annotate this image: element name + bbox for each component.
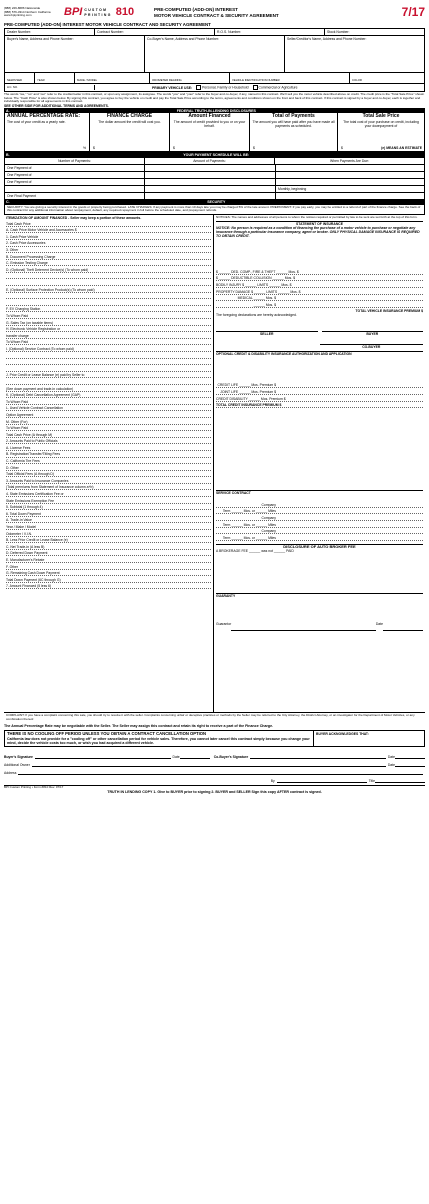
itemization-label: D. Deferred Down Payment: [6, 551, 48, 556]
itemization-label: To Whom Paid: [6, 314, 29, 319]
estimate-note: (e) MEANS AN ESTIMATE: [381, 146, 422, 151]
itemization-line[interactable]: [6, 352, 211, 359]
insurance-line-text: BODILY INJURY $ ______ LIMITS ______ Mos. $: [216, 282, 292, 287]
cobuyer-sig-label-bottom: Co-Buyer's Signature: [213, 755, 249, 760]
itemization-line[interactable]: [6, 490, 211, 497]
service-line-text: Term ______ Mos. or ______ Miles: [222, 509, 276, 514]
insurance-line-text: $ ______ DEDUCTIBLE COLLISION ______ Mos. $: [216, 276, 295, 281]
credit-line[interactable]: [216, 402, 423, 409]
itemization-line[interactable]: [6, 570, 211, 577]
af-label: Amount Financed: [188, 113, 231, 120]
form-number: 810: [115, 6, 135, 19]
security-text: SECURITY: You are giving a security interest in the goods or property being purchased. LATE CHARGES: If any payment is more than 10 days late you may be charged 5% of the late amount. PREPAYMENT: If you pay early, you may be entitled to a refund of part of the finance charge. See the back of this contract for any additional information about nonpayment, default, any required repayment in full before the scheduled date, and prepayment refunds.: [4, 205, 425, 215]
phone-norcal: (888) 576-3314 Northern California: [4, 9, 51, 14]
itemization-label: Odometer / V.I.N.: [6, 531, 33, 536]
itemization-label: To Whom Paid: [6, 340, 29, 345]
itemization-label: Total Official Fees (A through D): [6, 472, 54, 477]
complaint-text: COMPLAINT: If you have a complaint concerning this sale, you should try to resolve it with the seller. Complaints concerning unfair or deceptive practices or methods by the Seller may be referred to the City Attorney, the District Attorney, or an investigator for the Department of Motor Vehicles, or any combination thereof.: [4, 712, 425, 722]
phone-nationwide: (888) 229-8686 Nationwide: [4, 6, 41, 11]
itemization-label: F. EV Charging Station: [6, 307, 41, 312]
by-signature-field[interactable]: [277, 774, 367, 783]
itemization-line[interactable]: [6, 299, 211, 306]
itemization-label: M. Other (For): [6, 419, 28, 424]
itemization-label: I. (Optional) Service Contract (To whom paid): [6, 346, 74, 351]
cobuyer-sig-label: CO-BUYER: [362, 344, 381, 349]
itemization-label: 3. Amounts Paid to Insurance Companies: [6, 478, 69, 483]
af-dollar: $: [173, 146, 175, 151]
itemization-line[interactable]: [6, 279, 211, 286]
itemization-label: F. Other: [6, 564, 19, 569]
insurance-line[interactable]: [216, 281, 423, 288]
total-premium[interactable]: TOTAL VEHICLE INSURANCE PREMIUM $: [355, 308, 423, 313]
title-field[interactable]: [375, 774, 425, 783]
itemization-line[interactable]: [6, 425, 211, 432]
seller-signature-line[interactable]: [216, 323, 318, 332]
guarantor-date-field[interactable]: [383, 622, 423, 631]
itemization-label: L. Used Vehicle Contract Cancellation: [6, 406, 63, 411]
footer-tagline: TRUTH IN LENDING COPY 1. Give to BUYER prior to signing 2. BUYER and SELLER Sign this copy AFTER contract is signed.: [107, 789, 322, 794]
form-title: [154, 7, 391, 18]
itemization-line[interactable]: [6, 504, 211, 511]
monthly-beginning[interactable]: Monthly, beginning: [278, 186, 307, 191]
insurance-line[interactable]: [216, 288, 423, 295]
intro-text: The words "we," "us" and "our" refer to the creditor/seller in this contract, or upon any assignment, its assignee. The words "you" and "your" refer to the buyer and co-buyer, if any, named in this contract. We'll sell you the motor vehicle described above on credit. The credit price is the "Total Sale Price" shown below. The "Cash Price" is also shown below. By signing this contract, you agree to buy the vehicle on credit and pay the Total Sale Price according to the terms, agreements and conditions shown on the front and back of this contract. If this contract is signed by a buyer and co-buyer, each is together and individually responsible for all agreements in this contract.: [4, 92, 425, 104]
fc-desc: The dollar amount the credit will cost you.: [98, 120, 161, 125]
contract-number-field[interactable]: Contract Number:: [95, 29, 215, 35]
cobuyer-signature-line[interactable]: [320, 336, 424, 345]
itemization-line[interactable]: [6, 365, 211, 372]
itemization-line[interactable]: [6, 583, 211, 590]
apr-negotiable-text: The Annual Percentage Rate may be negotiable with the Seller. The Seller may assign this contract and retain its right to receive a part of the Finance Charge.: [4, 724, 274, 729]
itemization-label: 2. Cash Price Accessories: [6, 241, 46, 246]
address-label: Address: [4, 771, 17, 776]
itemization-label: G. Remaining Cash Down Payment: [6, 571, 60, 576]
itemization-line[interactable]: [6, 378, 211, 385]
itemization-label: J. Prior Credit or Lease Balance (e) paid by Seller to: [6, 373, 85, 378]
itemization-line[interactable]: [6, 497, 211, 504]
itemization-line[interactable]: [6, 266, 211, 273]
tp-label: Total of Payments: [272, 113, 315, 120]
seller-field[interactable]: Seller/Creditor's Name, Address and Phone Number:: [287, 37, 367, 42]
apr-box: [5, 113, 90, 151]
itemization-line[interactable]: [6, 332, 211, 339]
itemization-line[interactable]: [6, 220, 211, 227]
tp-dollar: $: [253, 146, 255, 151]
use-personal-option[interactable]: [194, 84, 250, 91]
credit-line[interactable]: [216, 382, 423, 389]
service-line-text: Company: [261, 529, 276, 534]
itemization-line[interactable]: [6, 293, 211, 300]
insurance-ack: The foregoing declarations are hereby acknowledged.: [216, 312, 297, 317]
itemization-line[interactable]: [6, 240, 211, 247]
itemization-line[interactable]: [6, 451, 211, 458]
itemization-line[interactable]: [6, 477, 211, 484]
service-line-text: Company: [261, 502, 276, 507]
guarantor-signature-line[interactable]: [231, 622, 376, 631]
itemization-line[interactable]: [6, 537, 211, 544]
af-desc: The amount of credit provided to you or on your behalf.: [173, 120, 246, 129]
itemization-line[interactable]: [6, 405, 211, 412]
apr-desc: The cost of your credit as a yearly rate.: [7, 120, 66, 125]
credit-line-text: CREDIT LIFE ______ Mos. Premium $: [217, 383, 276, 388]
schedule-row[interactable]: [5, 186, 145, 192]
service-line-text: Term ______ Mos. or ______ Miles: [222, 522, 276, 527]
amount-financed-box: [170, 113, 250, 151]
schedule-col-amount: Amount of Payments:: [145, 158, 275, 164]
seller-sig-label: SELLER: [260, 331, 274, 336]
itemization-label: D. Other: [6, 465, 19, 470]
itemization-line[interactable]: [6, 543, 211, 550]
itemization-label: B. Less Prior Credit or Lease Balance (e): [6, 538, 68, 543]
insurance-line-text: $ ______ DED. COMP., FIRE & THEFT ______ Mos. $: [216, 269, 299, 274]
use-commercial-option[interactable]: [251, 84, 300, 91]
section-c-letter: C.: [6, 200, 10, 205]
schedule-row[interactable]: One Payment of: [5, 179, 145, 185]
itemization-line[interactable]: [6, 418, 211, 425]
use-personal-label: Personal, Family or Household: [202, 85, 249, 90]
itemization-line[interactable]: [6, 458, 211, 465]
dealer-number-field[interactable]: Dealer Number:: [5, 29, 95, 35]
itemization-line[interactable]: [6, 438, 211, 445]
itemization-line[interactable]: [6, 523, 211, 530]
itemization-line[interactable]: [6, 392, 211, 399]
credit-line[interactable]: [216, 395, 423, 402]
itemization-line[interactable]: [6, 372, 211, 379]
main-title: PRE-COMPUTED (ADD-ON) INTEREST MOTOR VEHICLE CONTRACT AND SECURITY AGREEMENT: [4, 22, 211, 27]
use-row: [4, 84, 425, 92]
tsp-label: Total Sale Price: [362, 113, 400, 120]
itemization-label: 7. Amount Financed (5 less 6): [6, 584, 52, 589]
number-row: [4, 28, 425, 36]
itemization-label: B. Registration/Transfer/Titling Fees: [6, 452, 61, 457]
itemization-label: E. (Optional) Surface Protection Product(s) (To whom paid): [6, 287, 95, 292]
itemization-label: To Whom Paid: [6, 426, 29, 431]
right-column: [214, 215, 425, 712]
cooling-off-heading: THERE IS NO COOLING OFF PERIOD UNLESS YOU OBTAIN A CONTRACT CANCELLATION OPTION: [7, 730, 207, 736]
schedule-row[interactable]: One Payment of: [5, 172, 145, 178]
odometer-field[interactable]: ODOMETER READING: [150, 73, 230, 83]
itemization-label: State Emissions Exemption Fee: [6, 498, 55, 503]
license-field[interactable]: LIC. NO.: [5, 85, 95, 90]
service-line-text: Company: [261, 515, 276, 520]
itemization-line[interactable]: [6, 326, 211, 333]
itemization-label: Total Cash Price (A through M): [6, 432, 53, 437]
section-a-letter: A.: [6, 108, 10, 113]
service-line[interactable]: [216, 501, 423, 508]
primary-use-label: PRIMARY VEHICLE USE:: [152, 85, 193, 90]
itemization-line[interactable]: [6, 253, 211, 260]
schedule-heading: YOUR PAYMENT SCHEDULE WILL BE:: [183, 152, 250, 157]
additional-owner-date-label: Date: [387, 763, 395, 768]
buyer-sig-label-bottom: Buyer's Signature: [4, 755, 33, 760]
itemization-label: K. (Optional) Debt Cancellation Agreement (GAP): [6, 393, 81, 398]
itemization-line[interactable]: [6, 227, 211, 234]
buyer-signature-line[interactable]: [322, 323, 424, 332]
itemization-line[interactable]: [6, 247, 211, 254]
cooling-off-box: [4, 730, 425, 747]
service-line[interactable]: [216, 534, 423, 541]
itemization-label: C. Emission Testing Charge: [6, 261, 48, 266]
itemization-label: 1. Cash Price Vehicle: [6, 234, 39, 239]
credit-line-text: TOTAL CREDIT INSURANCE PREMIUM $: [216, 403, 282, 408]
itemization-line[interactable]: [6, 471, 211, 478]
itemization-label: 4. State Emissions Certification Fee or: [6, 492, 64, 497]
header: [4, 4, 425, 21]
footer-line: BPI Custom Printing • Form #810 Rev. 07/17: [4, 785, 425, 790]
see-other-side: SEE OTHER SIDE FOR ADDITIONAL TERMS AND AGREEMENTS.: [4, 104, 109, 109]
itemization-line[interactable]: [6, 556, 211, 563]
tila-boxes: [4, 113, 425, 152]
itemization-line[interactable]: [6, 411, 211, 418]
buyer-ack-heading: BUYER ACKNOWLEDGES THAT:: [316, 731, 369, 736]
itemization-label: A. Cash Price Motor Vehicle and Accessories $: [6, 228, 77, 233]
cobuyer-date-label: Date: [387, 755, 396, 760]
checkbox-personal[interactable]: [196, 85, 201, 90]
party-row: [4, 36, 425, 73]
insurance-line-text: PROPERTY DAMAGE $ ______ LIMITS ______ Mos. $: [216, 289, 301, 294]
itemization-heading: ITEMIZATION OF AMOUNT FINANCED - Seller may keep a portion of these amounts.: [6, 216, 142, 221]
tila-heading: FEDERAL TRUTH-IN-LENDING DISCLOSURES: [176, 108, 256, 113]
itemization-line[interactable]: [6, 286, 211, 293]
schedule-row[interactable]: One Final Payment: [5, 193, 145, 199]
tsp-desc: The total cost of your purchase on credit, including your downpayment of: [343, 120, 419, 129]
by-label: By: [270, 779, 275, 784]
insurance-line[interactable]: [216, 268, 423, 275]
use-commercial-label: Commercial or Agriculture: [258, 85, 298, 90]
itemization-line[interactable]: [6, 576, 211, 583]
itemization-label: A. License Fees: [6, 445, 31, 450]
itemization-label: C. Net Trade-in (A less B): [6, 544, 45, 549]
cobuyer-field[interactable]: Co-Buyer's Name, Address and Phone Number:: [145, 36, 285, 72]
phone-lines: [4, 7, 64, 18]
buyer-sig-label: BUYER: [366, 331, 379, 336]
tp-desc: The amount you will have paid after you have made all payments as scheduled.: [252, 120, 335, 129]
security-heading: SECURITY: [207, 200, 226, 205]
itemization-label: 6. Total Down Payment: [6, 511, 41, 516]
service-line[interactable]: [216, 521, 423, 528]
itemization-line[interactable]: [6, 319, 211, 326]
itemization-label: To Whom Paid: [6, 399, 29, 404]
schedule-table: [4, 158, 425, 200]
schedule-col-due: When Payments Are Due:: [329, 158, 369, 163]
notices-text: NOTICES: The names and addresses of all persons to whom the notices required or permitted by law to be sent are set forth at the top of this form.: [216, 215, 418, 220]
finance-charge-box: [90, 113, 170, 151]
insurance-heading: STATEMENT OF INSURANCE: [216, 221, 423, 226]
section-b-letter: B.: [6, 152, 10, 157]
ros-number-field[interactable]: R.O.S. Number:: [215, 29, 325, 35]
year-field[interactable]: YEAR: [35, 73, 75, 83]
itemization-label: (Total premiums from Statement of Insurance column a+b): [6, 485, 94, 490]
credit-insurance-heading: OPTIONAL CREDIT & DISABILITY INSURANCE AUTHORIZATION AND APPLICATION: [216, 351, 423, 356]
contract-page: [4, 4, 425, 1196]
itemization-label: Total Cash Price: [6, 221, 31, 226]
itemization-line[interactable]: [6, 530, 211, 537]
itemization-label: transfer charge: [6, 333, 29, 338]
itemization-label: 3. Other: [6, 248, 19, 253]
itemization-line[interactable]: [6, 484, 211, 491]
itemization-label: 2. Amounts Paid to Public Officials: [6, 439, 58, 444]
new-used-field[interactable]: NEW/USED: [5, 73, 35, 83]
itemization-list: [6, 220, 211, 589]
guarantor-date-label: Date: [375, 622, 383, 627]
insurance-line[interactable]: [216, 301, 423, 308]
itemization-label: D. (Optional) Theft Deterrent Device(s) (To whom paid): [6, 267, 89, 272]
itemization-line[interactable]: [6, 510, 211, 517]
guarantor-label: Guarantor: [216, 622, 232, 627]
bpi-logo: [64, 6, 154, 19]
buyer-date-label: Date: [172, 755, 180, 760]
apr-pct: %: [82, 146, 86, 151]
guaranty-heading: GUARANTY: [216, 593, 423, 598]
itemization-label: Total Down Payment (6C through G): [6, 577, 61, 582]
itemization-label: B. Document Processing Charge: [6, 254, 56, 259]
form-title-line2: MOTOR VEHICLE CONTRACT & SECURITY AGREEMENT: [154, 12, 279, 18]
insurance-line[interactable]: [216, 295, 423, 302]
main-columns: [4, 215, 425, 712]
seller-by-row: [4, 775, 425, 783]
itemization-label: G. Sales Tax (on taxable items): [6, 320, 54, 325]
itemization-line[interactable]: [6, 233, 211, 240]
itemization-line[interactable]: [6, 359, 211, 366]
service-contract-heading: SERVICE CONTRACT: [216, 490, 423, 495]
form-title-line1: PRE-COMPUTED (ADD-ON) INTEREST: [154, 7, 238, 13]
revision: 7/17: [401, 5, 425, 20]
itemization-label: E. Manufacturer's Rebate: [6, 557, 45, 562]
itemization-line[interactable]: [6, 273, 211, 280]
insurance-line[interactable]: [216, 275, 423, 282]
credit-line-text: JOINT LIFE ______ Mos. Premium $: [220, 389, 276, 394]
tsp-dollar: $: [341, 146, 343, 151]
itemization-line[interactable]: [6, 312, 211, 319]
apr-label: ANNUAL PERCENTAGE RATE:: [7, 113, 81, 120]
insurance-line-text: ______ Mos. $: [253, 302, 276, 307]
logo-custom: CUSTOM: [84, 8, 108, 13]
itemization-label: A. Trade-in Value: [6, 518, 32, 523]
itemization-label: Year / Make / Model: [6, 525, 37, 530]
fc-label: FINANCE CHARGE: [106, 113, 153, 120]
service-line[interactable]: [216, 528, 423, 535]
itemization-line[interactable]: [6, 306, 211, 313]
vehicle-row: [4, 73, 425, 84]
credit-line[interactable]: [216, 388, 423, 395]
broker-line[interactable]: A BROKERAGE FEE ______ was not ______ PAID: [216, 549, 294, 554]
service-line[interactable]: [216, 514, 423, 521]
itemization-line[interactable]: [6, 517, 211, 524]
itemization-line[interactable]: [6, 398, 211, 405]
title-label: Title: [368, 779, 375, 784]
insurance-notice: NOTICE: No person is required as a condition of financing the purchase of a motor vehicle to purchase or negotiate any insurance through a particular insurance company, agent or broker. ONLY PHYSICAL DAMAGE INSURANCE IS REQUIRED TO OBTAIN CREDIT.: [216, 225, 420, 239]
itemization-label: Option Agreement: [6, 412, 34, 417]
itemization-label: H. Electronic Vehicle Registration or: [6, 327, 61, 332]
buyer-field[interactable]: Buyer's Name, Address and Phone Number:: [5, 36, 145, 72]
itemization-line[interactable]: [6, 339, 211, 346]
checkbox-commercial[interactable]: [253, 85, 258, 90]
itemization-label: (See down payment and trade-in calculation): [6, 386, 74, 391]
make-model-field[interactable]: MAKE / MODEL: [75, 73, 150, 83]
itemization-line[interactable]: [6, 563, 211, 570]
itemization-column: [4, 215, 214, 712]
credit-line-text: CREDIT DISABILITY ______ Mos. Premium $: [216, 396, 286, 401]
color-field[interactable]: COLOR: [352, 77, 362, 82]
itemization-line[interactable]: [6, 345, 211, 352]
itemization-label: 5. Subtotal (1 through 4): [6, 505, 43, 510]
itemization-line[interactable]: [6, 385, 211, 392]
service-line[interactable]: [216, 508, 423, 515]
itemization-line[interactable]: [6, 431, 211, 438]
website: www.bpiprinting.com: [4, 13, 32, 18]
additional-owner-label: Additional Owner: [4, 763, 30, 768]
itemization-line[interactable]: [6, 464, 211, 471]
itemization-line[interactable]: [6, 260, 211, 267]
schedule-row[interactable]: One Payment of: [5, 165, 145, 171]
logo-bpi: BPI: [64, 6, 83, 19]
itemization-line[interactable]: [6, 444, 211, 451]
schedule-col-number: Number of Payments:: [5, 158, 145, 164]
insurance-line-text: MEDICAL ______ Mos. $: [237, 296, 276, 301]
cooling-off-text: California law does not provide for a "cooling off" or other cancellation period for vehicle sales. Therefore, you cannot later cancel this contract simply because you change your mind, decide the vehicle costs too much, or wish you had acquired a different vehicle.: [7, 736, 310, 745]
stock-number-field[interactable]: Stock Number:: [327, 30, 350, 35]
vin-field[interactable]: VEHICLE IDENTIFICATION NUMBER: [230, 73, 350, 83]
fc-dollar: $: [93, 146, 95, 151]
total-payments-box: [250, 113, 338, 151]
total-sale-price-box: [338, 113, 424, 151]
broker-heading: DISCLOSURE OF AUTO BROKER FEE: [216, 544, 423, 550]
service-line-text: Term ______ Mos. or ______ Miles: [222, 535, 276, 540]
itemization-label: C. California Tire Fees: [6, 459, 40, 464]
logo-printing: PRINTING: [84, 12, 112, 17]
itemization-line[interactable]: [6, 550, 211, 557]
